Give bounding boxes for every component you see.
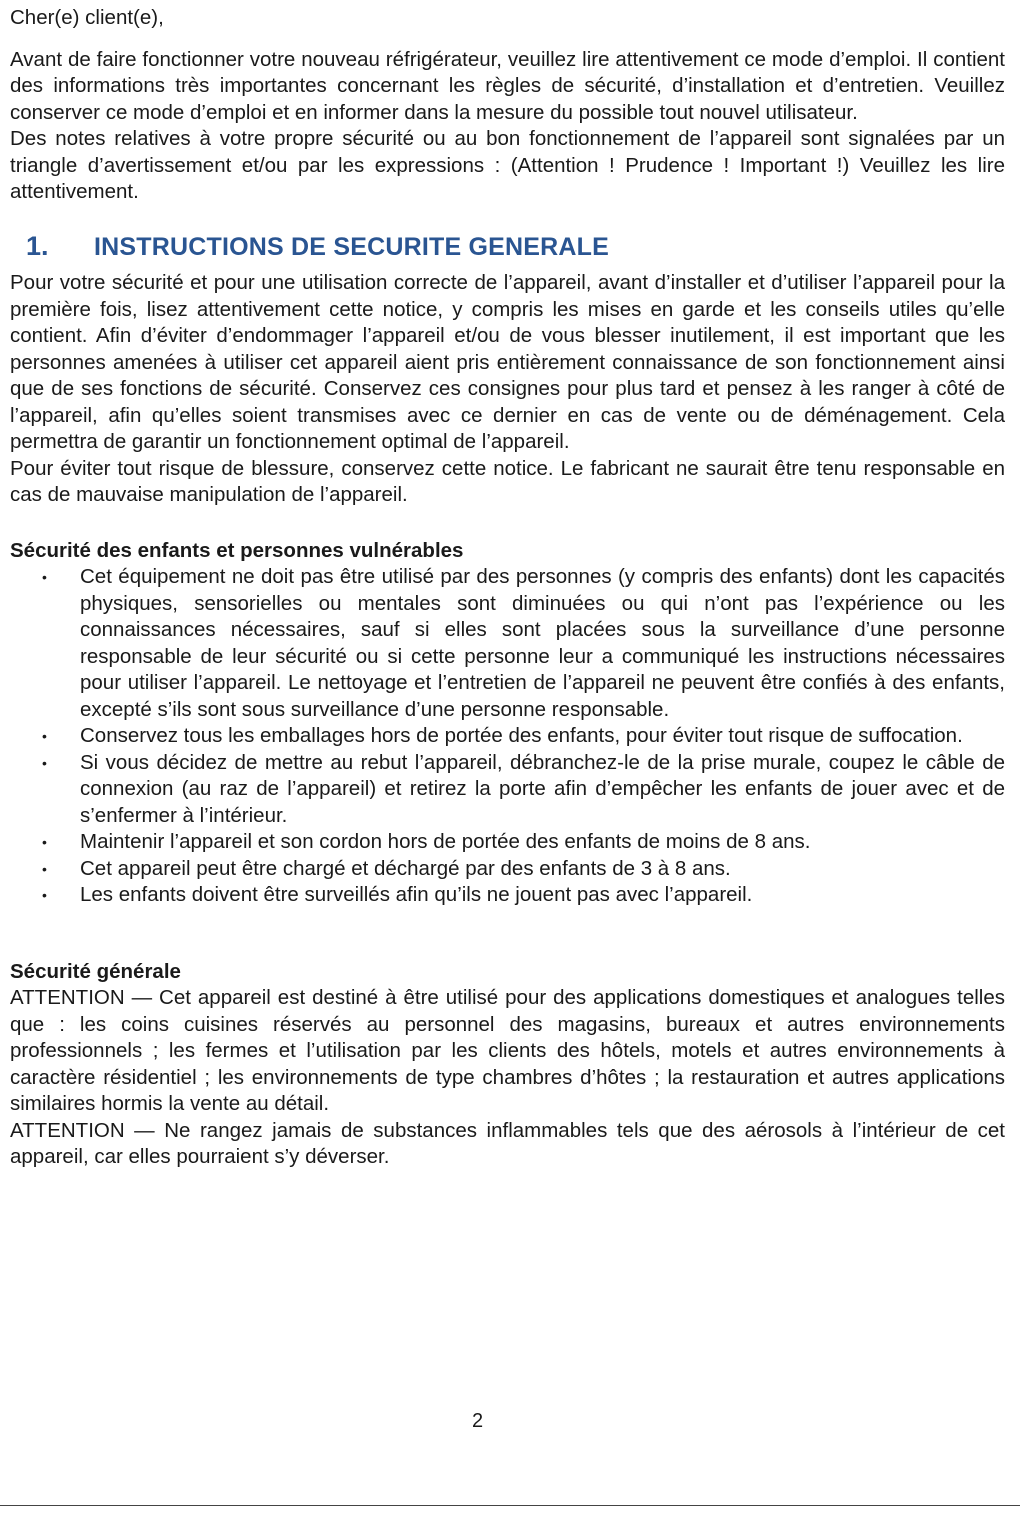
intro-paragraph: Des notes relatives à votre propre sécurité ou au bon fonctionnement de l’appareil sont signalées par un triangle d’avertissement et/ou par les expressions : (Attention ! Prudence ! Important !) Veuillez les lire attentivement. [10, 127, 1005, 203]
section-number: 1. [26, 230, 49, 261]
list-item-text: Conservez tous les emballages hors de portée des enfants, pour éviter tout risque de suffocation. [80, 724, 963, 747]
children-safety-list [10, 564, 1005, 909]
list-item-text: Les enfants doivent être surveillés afin qu’ils ne jouent pas avec l’appareil. [80, 883, 753, 906]
subheading-general-safety: Sécurité générale [10, 959, 181, 983]
list-item-text: Maintenir l’appareil et son cordon hors de portée des enfants de moins de 8 ans. [80, 830, 811, 853]
bullet-icon: • [42, 728, 47, 744]
bullet-icon: • [42, 754, 47, 771]
bullet-icon: • [42, 860, 47, 877]
list-item [10, 723, 1005, 750]
subheading-children-safety: Sécurité des enfants et personnes vulnérables [10, 538, 464, 562]
list-item [10, 750, 1005, 830]
section-paragraph: Pour éviter tout risque de blessure, conservez cette notice. Le fabricant ne saurait être tenu responsable en cas de mauvaise manipulation de l’appareil. [10, 456, 1005, 506]
intro-paragraph: Avant de faire fonctionner votre nouveau réfrigérateur, veuillez lire attentivement ce mode d’emploi. Il contient des informations très importantes concernant les règles de sécurité, d’installation et d’entretien. Veuillez conserver ce mode d’emploi et en informer dans la mesure du possible tout nouvel utilisateur. [10, 47, 1005, 124]
general-safety-paragraph: ATTENTION — Ne rangez jamais de substances inflammables tels que des aérosols à l’intérieur de cet appareil, car elles pourraient s’y déverser. [10, 1118, 1005, 1168]
page-number: 2 [471, 1410, 484, 1432]
list-item [10, 829, 1005, 856]
general-safety-paragraph: ATTENTION — Cet appareil est destiné à être utilisé pour des applications domestiques et analogues telles que : les coins cuisines réservés au personnel des magasins, bureaux et autres environnements professionnels ; les fermes et l’utilisation par les clients des hôtels, motels et autres environnements à caractère résidentiel ; les environnements de type chambres d’hôtes ; la restauration et autres applications similaires hormis la vente au détail. [10, 986, 1005, 1115]
section-heading [10, 230, 1005, 261]
list-item [10, 856, 1005, 883]
list-item [10, 882, 1005, 909]
section-paragraph: Pour votre sécurité et pour une utilisation correcte de l’appareil, avant d’installer et d’utiliser l’appareil pour la première fois, lisez attentivement cette notice, y compris les mises en garde et les conseils utiles qu’elle contient. Afin d’éviter d’endommager l’appareil et/ou de vous blesser inutilement, il est important que les personnes amenées à utiliser cet appareil aient pris entièrement connaissance de son fonctionnement ainsi que de ses fonctions de sécurité. Conservez ces consignes pour plus tard et pensez à les ranger à côté de l’appareil, afin qu’elles soient transmises avec ce dernier en cas de vente ou de déménagement. Cela permettra de garantir un fonctionnement optimal de l’appareil. [10, 271, 1005, 453]
section-title: INSTRUCTIONS DE SECURITE GENERALE [94, 232, 609, 261]
list-item-text: Si vous décidez de mettre au rebut l’appareil, débranchez-le de la prise murale, coupez le câble de connexion (au raz de l’appareil) et retirez la porte afin d’empêcher les enfants de jouer avec et de s’enfermer à l’intérieur. [80, 750, 1005, 827]
footer-divider [0, 1505, 1020, 1506]
bullet-icon: • [42, 887, 47, 903]
document-page [10, 5, 1005, 1171]
bullet-icon: • [42, 834, 47, 850]
list-item [10, 564, 1005, 723]
list-item-text: Cet équipement ne doit pas être utilisé par des personnes (y compris des enfants) dont les capacités physiques, sensorielles ou mentales sont diminuées ou qui n’ont pas l’expérience ou les connaissances nécessaires, sauf si elles sont placées sous la surveillance d’une personne responsable de leur sécurité ou si cette personne leur a communiqué les instructions nécessaires pour utiliser l’appareil. Le nettoyage et l’entretien de l’appareil ne peuvent être confiés à des enfants, excepté s’ils sont sous surveillance d’une personne responsable. [80, 565, 1005, 721]
list-item-text: Cet appareil peut être chargé et déchargé par des enfants de 3 à 8 ans. [80, 856, 731, 880]
bullet-icon: • [42, 569, 47, 585]
greeting: Cher(e) client(e), [10, 6, 164, 29]
